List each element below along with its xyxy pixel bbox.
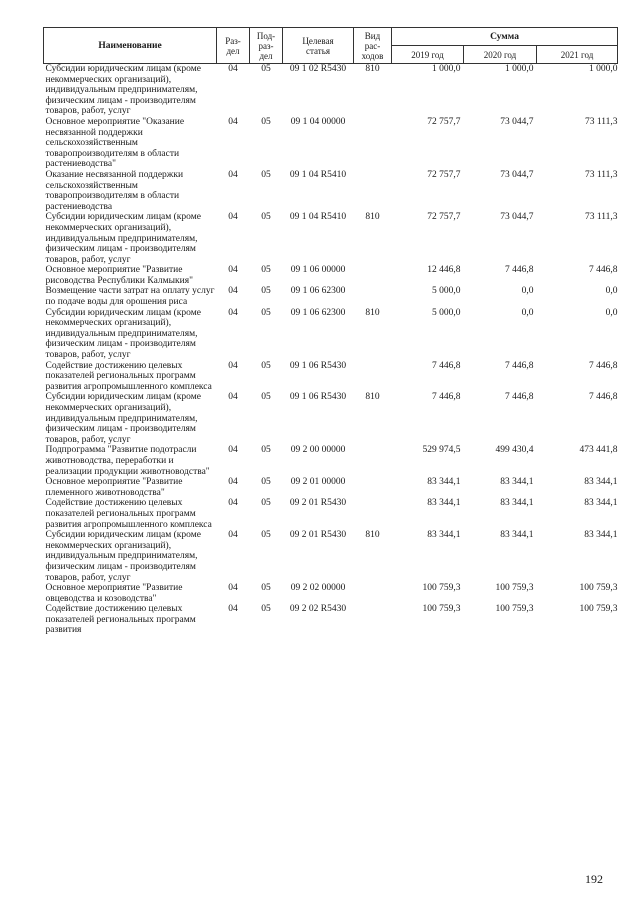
row-expense-type [354,477,392,498]
row-sum-2019: 7 446,8 [432,360,461,371]
row-expense-type [354,583,392,604]
row-sum-2020: 7 446,8 [505,392,534,403]
row-expense-type [354,265,392,286]
row-expense-type [354,170,392,212]
row-razdel: 04 [228,477,238,488]
row-target-article: 09 2 00 00000 [290,445,346,456]
row-target-article: 09 1 06 R5430 [289,360,347,371]
table-row [44,445,618,477]
row-sum-2019: 83 344,1 [427,498,461,509]
row-razdel: 04 [228,392,238,403]
row-podrazdel: 05 [261,286,271,297]
row-razdel: 04 [228,530,238,541]
budget-table [43,27,618,636]
row-sum-2019: 7 446,8 [432,392,461,403]
table-row [44,64,618,117]
table-row [44,286,618,307]
row-sum-2021: 100 759,3 [579,583,618,594]
table-body [44,64,618,637]
row-name: Субсидии юридическим лицам (кроме некоммерческих организаций), индивидуальным предпринимателям, физическим лицам - производителям товаров, работ, услуг [45,64,201,117]
row-sum-2019: 72 757,7 [427,116,461,127]
row-name: Содействие достижению целевых показателей региональных программ развития агропромышленного комплекса [45,498,212,530]
row-sum-2020: 7 446,8 [505,360,534,371]
header-sum: Сумма [392,28,618,46]
row-sum-2020: 83 344,1 [500,498,534,509]
row-sum-2020: 100 759,3 [495,604,534,615]
table-row [44,308,618,361]
table-row [44,117,618,170]
row-razdel: 04 [228,265,238,276]
table-row [44,361,618,393]
row-name: Субсидии юридическим лицам (кроме некоммерческих организаций), индивидуальным предпринимателям, физическим лицам - производителям товаров, работ, услуг [45,392,201,445]
row-sum-2019: 83 344,1 [427,530,461,541]
row-podrazdel: 05 [261,530,271,541]
row-name: Основное мероприятие "Оказание несвязанной поддержки сельскохозяйственным товаропроизводителям в области растениеводства" [45,116,185,170]
row-podrazdel: 05 [261,477,271,488]
row-sum-2020: 100 759,3 [495,583,534,594]
row-expense-type: 810 [365,307,380,318]
row-name: Содействие достижению целевых показателей региональных программ развития агропромышленного комплекса [45,360,212,392]
row-sum-2021: 0,0 [605,286,618,297]
row-podrazdel: 05 [261,169,271,180]
row-expense-type [354,445,392,477]
row-name: Содействие достижению целевых показателей региональных программ развития [45,604,196,636]
row-podrazdel: 05 [261,265,271,276]
row-sum-2020: 73 044,7 [500,116,534,127]
row-name: Субсидии юридическим лицам (кроме некоммерческих организаций), индивидуальным предпринимателям, физическим лицам - производителям товаров, работ, услуг [45,212,201,265]
row-razdel: 04 [228,445,238,456]
row-target-article: 09 2 01 R5430 [289,498,347,509]
row-target-article: 09 1 02 R5430 [289,64,347,74]
row-target-article: 09 1 06 R5430 [289,392,347,403]
row-target-article: 09 2 01 R5430 [289,530,347,541]
row-sum-2020: 499 430,4 [495,445,534,456]
row-name: Основное мероприятие "Развитие овцеводства и козоводства" [45,583,183,604]
row-podrazdel: 05 [261,392,271,403]
row-sum-2021: 7 446,8 [589,360,618,371]
table-row [44,265,618,286]
row-target-article: 09 2 02 00000 [290,583,346,594]
row-expense-type: 810 [365,64,380,74]
row-expense-type [354,498,392,530]
page-number: 192 [585,872,603,886]
row-expense-type [354,286,392,307]
row-sum-2019: 12 446,8 [427,265,461,276]
row-razdel: 04 [228,64,238,74]
row-name: Основное мероприятие "Развитие рисоводства Республики Калмыкия" [45,265,193,286]
row-target-article: 09 1 06 62300 [290,286,346,297]
row-razdel: 04 [228,307,238,318]
row-expense-type [354,117,392,170]
row-sum-2020: 73 044,7 [500,169,534,180]
row-target-article: 09 1 04 00000 [290,116,346,127]
table-row [44,583,618,604]
row-podrazdel: 05 [261,445,271,456]
row-sum-2021: 473 441,8 [579,445,618,456]
row-podrazdel: 05 [261,498,271,509]
row-sum-2020: 7 446,8 [505,265,534,276]
row-sum-2019: 529 974,5 [422,445,461,456]
row-sum-2021: 83 344,1 [584,477,618,488]
row-expense-type: 810 [365,212,380,223]
header-target-article: Целевая статья [283,28,354,64]
row-expense-type [354,361,392,393]
row-razdel: 04 [228,360,238,371]
row-razdel: 04 [228,116,238,127]
row-sum-2019: 100 759,3 [422,604,461,615]
row-sum-2019: 72 757,7 [427,169,461,180]
row-sum-2020: 0,0 [521,307,534,318]
row-sum-2021: 7 446,8 [589,265,618,276]
row-sum-2021: 1 000,0 [589,64,618,74]
table-row [44,170,618,212]
row-sum-2021: 7 446,8 [589,392,618,403]
row-name: Возмещение части затрат на оплату услуг по подаче воды для орошения риса [45,286,215,308]
header-razdel: Раз- дел [217,28,250,64]
row-expense-type [354,604,392,636]
row-razdel: 04 [228,498,238,509]
row-sum-2020: 83 344,1 [500,477,534,488]
row-sum-2021: 73 111,3 [584,116,618,127]
row-expense-type: 810 [365,530,380,541]
row-target-article: 09 1 04 R5410 [289,212,347,223]
row-name: Основное мероприятие "Развитие племенного животноводства" [45,477,183,498]
row-sum-2019: 5 000,0 [432,286,461,297]
table-row [44,212,618,265]
row-podrazdel: 05 [261,604,271,615]
header-expense-type: Вид рас- ходов [354,28,392,64]
row-expense-type: 810 [365,392,380,403]
header-podrazdel: Под- раз- дел [250,28,283,64]
row-podrazdel: 05 [261,116,271,127]
row-razdel: 04 [228,604,238,615]
table-row [44,477,618,498]
row-sum-2019: 100 759,3 [422,583,461,594]
header-name: Наименование [44,28,217,64]
row-podrazdel: 05 [261,360,271,371]
row-sum-2020: 1 000,0 [505,64,534,74]
table-row [44,498,618,530]
row-name: Субсидии юридическим лицам (кроме некоммерческих организаций), индивидуальным предпринимателям, физическим лицам - производителям товаров, работ, услуг [45,307,201,361]
row-name: Оказание несвязанной поддержки сельскохозяйственным товаропроизводителям в области растениеводства [45,169,184,212]
row-sum-2019: 72 757,7 [427,212,461,223]
row-sum-2021: 83 344,1 [584,498,618,509]
row-sum-2021: 0,0 [605,307,618,318]
row-sum-2020: 83 344,1 [500,530,534,541]
row-sum-2019: 1 000,0 [432,64,461,74]
row-podrazdel: 05 [261,64,271,74]
row-sum-2020: 73 044,7 [500,212,534,223]
row-sum-2021: 100 759,3 [579,604,618,615]
header-year-2021: 2021 год [537,46,618,64]
table-row [44,530,618,583]
row-name: Субсидии юридическим лицам (кроме некоммерческих организаций), индивидуальным предпринимателям, физическим лицам - производителям товаров, работ, услуг [45,530,201,583]
row-razdel: 04 [228,169,238,180]
row-podrazdel: 05 [261,583,271,594]
row-target-article: 09 2 02 R5430 [289,604,347,615]
row-target-article: 09 2 01 00000 [290,477,346,488]
table-row [44,392,618,445]
header-year-2019: 2019 год [392,46,464,64]
row-sum-2019: 83 344,1 [427,477,461,488]
row-target-article: 09 1 06 62300 [290,307,346,318]
header-year-2020: 2020 год [464,46,537,64]
row-sum-2021: 83 344,1 [584,530,618,541]
row-sum-2021: 73 111,3 [584,169,618,180]
row-target-article: 09 1 06 00000 [290,265,346,276]
row-razdel: 04 [228,212,238,223]
row-podrazdel: 05 [261,307,271,318]
row-sum-2020: 0,0 [521,286,534,297]
table-row [44,604,618,636]
row-sum-2019: 5 000,0 [432,307,461,318]
row-razdel: 04 [228,583,238,594]
row-name: Подпрограмма "Развитие подотрасли животноводства, переработки и реализации продукции животноводства" [45,445,210,477]
row-razdel: 04 [228,286,238,297]
row-target-article: 09 1 04 R5410 [289,169,347,180]
row-podrazdel: 05 [261,212,271,223]
row-sum-2021: 73 111,3 [584,212,618,223]
